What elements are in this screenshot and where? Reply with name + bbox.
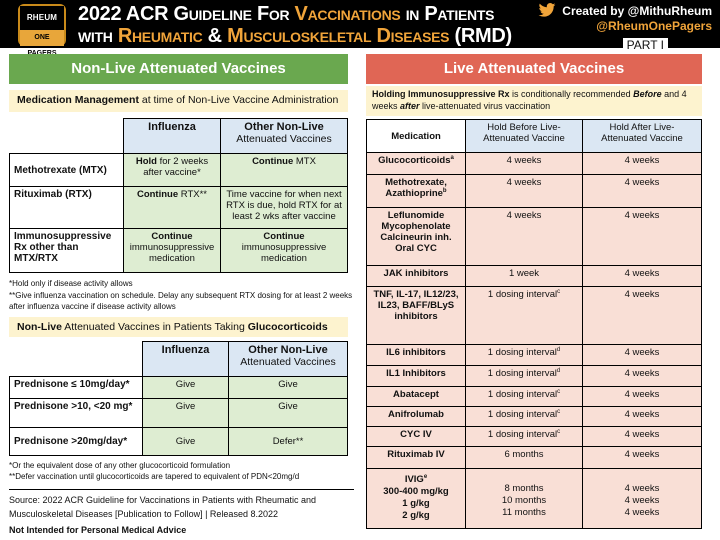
- note-text: at time of Non-Live Vaccine Administration: [138, 94, 339, 106]
- table-row-ivig: [367, 469, 702, 529]
- influenza-cell: [124, 229, 221, 273]
- note-bold: Glucocorticoids: [247, 321, 328, 333]
- ivig-dose: 1 g/kg: [402, 498, 430, 510]
- hold-before-cell: [466, 407, 583, 427]
- cell-text: for 2 weeks after vaccine*: [143, 156, 209, 178]
- hold-before-cell: [466, 387, 583, 407]
- table-corner: [10, 342, 143, 377]
- hold-after-cell: 4 weeks: [583, 175, 702, 208]
- hold-before-cell: [466, 208, 583, 266]
- hold-after-cell: 4 weeks: [583, 427, 702, 447]
- footnote-mark: b: [442, 188, 447, 194]
- table-row: [367, 407, 702, 427]
- source-citation: Source: 2022 ACR Guideline for Vaccinations in Patients with Rheumatic and Musculoskeletal Diseases [Publication to Follow] | Released 8.2022: [9, 495, 317, 519]
- row-label: Prednisone >20mg/day*: [10, 428, 143, 456]
- table-row: [10, 377, 348, 399]
- hold-after-cell: 4 weeks: [583, 407, 702, 427]
- note-bold-italic: after: [400, 101, 420, 111]
- before-value: 1 dosing interval: [487, 409, 558, 421]
- hold-after-cell: 4 weeks: [583, 287, 702, 345]
- footnote-mark: c: [557, 389, 561, 395]
- other-cell: [221, 154, 348, 187]
- cell-text: RTX**: [178, 189, 208, 200]
- hold-after-cell: 4 weeks: [583, 153, 702, 175]
- cell-text: MTX: [293, 156, 316, 167]
- footnote: *Or the equivalent dose of any other glucocorticoid formulation: [9, 461, 231, 470]
- footnote-mark: c: [557, 429, 561, 435]
- title-part: with: [78, 25, 118, 47]
- influenza-cell: Give: [143, 428, 229, 456]
- before-value: 1 week: [508, 268, 540, 280]
- hold-before-cell: [466, 153, 583, 175]
- before-value: 4 weeks: [506, 210, 542, 222]
- note-text: Attenuated Vaccines in Patients Taking: [61, 321, 248, 333]
- medication-cell: [367, 208, 466, 266]
- hold-before-cell: [466, 175, 583, 208]
- footnote-mark: a: [450, 155, 454, 161]
- title-part: 2022 ACR Guideline For: [78, 3, 295, 25]
- medication-cell: [367, 345, 466, 366]
- after-value: 4 weeks: [624, 483, 660, 494]
- rheum-one-pagers-logo: [18, 4, 66, 46]
- before-value: 4 weeks: [506, 155, 542, 167]
- ivig-dose: 2 g/kg: [402, 510, 430, 522]
- note-text: and 4 weeks: [372, 89, 687, 111]
- medication-cell: [367, 266, 466, 287]
- title-part: (RMD): [449, 25, 512, 47]
- footnote: **Give influenza vaccination on schedule. Delay any subsequent RTX dosing for at least 2 weeks after influenza vaccine if disease activity allows: [9, 291, 353, 311]
- note-bold: Holding Immunosuppressive Rx: [372, 89, 510, 99]
- header-bar: [0, 0, 720, 48]
- before-value: 1 dosing interval: [487, 368, 557, 380]
- influenza-cell: Give: [143, 399, 229, 428]
- footnote-mark: d: [556, 347, 561, 353]
- other-cell: [221, 229, 348, 273]
- holding-rx-note: [366, 86, 702, 116]
- col-header-other: [221, 119, 348, 154]
- logo-bottom-text: ONE: [20, 30, 64, 46]
- table-row: [367, 153, 702, 175]
- col-header-title: Other Non-Live: [248, 344, 328, 356]
- non-live-medication-table: [9, 118, 348, 273]
- medication-cell: [367, 366, 466, 387]
- medication-cell: [367, 153, 466, 175]
- cell-text: immunosuppressive medication: [241, 242, 327, 264]
- table-row: [367, 175, 702, 208]
- hold-after-cell: 4 weeks: [583, 208, 702, 266]
- cell-bold: Continue: [263, 231, 305, 242]
- influenza-cell: [124, 187, 221, 229]
- medication-cell: [367, 175, 466, 208]
- med-name: IVIG: [404, 474, 424, 486]
- before-value: 6 months: [504, 449, 544, 461]
- med-name: JAK inhibitors: [383, 268, 449, 280]
- medication-cell: [367, 447, 466, 469]
- part-label: PART I: [623, 38, 668, 52]
- table-row: [367, 447, 702, 469]
- med-name: Anifrolumab: [388, 409, 444, 421]
- med-name: IL6 inhibitors: [386, 347, 446, 359]
- med-name: Rituximab IV: [387, 449, 445, 461]
- footnote-mark: c: [557, 289, 561, 295]
- med-name: Abatacept: [393, 389, 439, 401]
- title-part: in Patients: [400, 3, 495, 25]
- cell-bold: Continue: [252, 156, 294, 167]
- before-value: 1 dosing interval: [487, 289, 558, 301]
- note-bold: Non-Live: [17, 321, 62, 333]
- table-row: [10, 399, 348, 428]
- col-header-influenza: Influenza: [143, 342, 229, 377]
- before-value: 1 dosing interval: [487, 429, 558, 441]
- hold-after-cell: [583, 469, 702, 529]
- hold-after-cell: 4 weeks: [583, 447, 702, 469]
- medication-cell: [367, 407, 466, 427]
- cell-text: Time vaccine for when next RTX is due, hold RTX for at least 2 wks after vaccine: [226, 189, 342, 222]
- live-vaccine-table: [366, 119, 702, 529]
- table-row: [10, 154, 348, 187]
- hold-before-cell: [466, 287, 583, 345]
- logo-top-text: RHEUM: [20, 6, 64, 30]
- col-header-sub: Attenuated Vaccines: [240, 356, 336, 368]
- before-value: 1 dosing interval: [487, 389, 558, 401]
- table-row: [367, 287, 702, 345]
- cell-bold: Continue: [151, 231, 193, 242]
- table-row: [10, 428, 348, 456]
- before-value: 11 months: [502, 507, 546, 518]
- table-row: [367, 366, 702, 387]
- table-row: [367, 387, 702, 407]
- footnote-mark: e: [423, 474, 428, 480]
- disclaimer: Not Intended for Personal Medical Advice: [9, 525, 187, 535]
- title-part: &: [202, 25, 228, 47]
- title-part: Rheumatic: [117, 25, 203, 47]
- table-row: [367, 266, 702, 287]
- series-handle: @RheumOnePagers: [596, 19, 712, 33]
- medication-cell: [367, 287, 466, 345]
- glucocorticoid-note: [9, 317, 348, 337]
- row-label: Immunosuppressive Rx other than MTX/RTX: [10, 229, 124, 273]
- table-row: [367, 345, 702, 366]
- col-header-other: [229, 342, 348, 377]
- cell-bold: Hold: [135, 156, 157, 167]
- table-row: [367, 427, 702, 447]
- hold-after-cell: 4 weeks: [583, 387, 702, 407]
- medication-cell: [367, 387, 466, 407]
- table-corner: [10, 119, 124, 154]
- table-row: [10, 187, 348, 229]
- note-bold-italic: Before: [633, 89, 662, 99]
- twitter-bird-icon: [538, 3, 556, 17]
- after-value: 4 weeks: [624, 507, 660, 518]
- footnote-mark: d: [556, 368, 561, 374]
- medication-cell: [367, 427, 466, 447]
- influenza-cell: Give: [143, 377, 229, 399]
- table-row: [10, 229, 348, 273]
- col-header-influenza: Influenza: [124, 119, 221, 154]
- ivig-dose: 300-400 mg/kg: [383, 486, 449, 498]
- page-title: [78, 3, 512, 47]
- hold-before-cell: [466, 366, 583, 387]
- footnote-mark: c: [557, 409, 561, 415]
- before-value: 10 months: [501, 495, 547, 506]
- note-text: is conditionally recommended: [509, 89, 634, 99]
- before-value: 8 months: [504, 483, 544, 494]
- note-bold: Medication Management: [17, 94, 139, 106]
- col-header-title: Other Non-Live: [244, 121, 324, 133]
- med-name: TNF, IL-17, IL12/23, IL23, BAFF/BLyS inhibitors: [373, 289, 459, 323]
- hold-after-cell: 4 weeks: [583, 366, 702, 387]
- med-name: CYC IV: [400, 429, 432, 441]
- hold-before-cell: [466, 447, 583, 469]
- col-header-hold-after: Hold After Live-Attenuated Vaccine: [583, 120, 702, 153]
- hold-after-cell: 4 weeks: [583, 345, 702, 366]
- col-header-hold-before: Hold Before Live-Attenuated Vaccine: [466, 120, 583, 153]
- other-cell: Give: [229, 399, 348, 428]
- influenza-cell: [124, 154, 221, 187]
- col-header-sub: Attenuated Vaccines: [236, 133, 332, 145]
- row-label: Rituximab (RTX): [10, 187, 124, 229]
- other-cell: Give: [229, 377, 348, 399]
- row-label: Methotrexate (MTX): [10, 154, 124, 187]
- med-name: Methotrexate, Azathioprine: [385, 177, 447, 200]
- glucocorticoid-table: [9, 341, 348, 456]
- col-header-medication: Medication: [367, 120, 466, 153]
- cell-text: immunosuppressive medication: [129, 242, 215, 264]
- before-value: 1 dosing interval: [487, 347, 557, 359]
- other-cell: [221, 187, 348, 229]
- hold-before-cell: [466, 345, 583, 366]
- hold-before-cell: [466, 427, 583, 447]
- row-label: Prednisone ≤ 10mg/day*: [10, 377, 143, 399]
- title-part: Vaccinations: [294, 3, 401, 25]
- hold-before-cell: [466, 469, 583, 529]
- medication-management-note: [9, 90, 348, 112]
- med-name: Glucocorticoids: [378, 155, 451, 167]
- footnote: *Hold only if disease activity allows: [9, 279, 133, 288]
- medication-cell: [367, 469, 466, 529]
- table-row: [367, 208, 702, 266]
- med-name: IL1 Inhibitors: [386, 368, 446, 380]
- med-name: Leflunomide Mycophenolate Calcineurin inh. Oral CYC: [380, 210, 452, 255]
- non-live-heading: Non-Live Attenuated Vaccines: [9, 54, 348, 84]
- cell-bold: Continue: [136, 189, 179, 200]
- footnote: **Defer vaccination until glucocorticoids are tapered to equivalent of PDN<20mg/d: [9, 472, 300, 481]
- other-cell: Defer**: [229, 428, 348, 456]
- live-heading: Live Attenuated Vaccines: [366, 54, 702, 84]
- creator-handle: Created by @MithuRheum: [562, 4, 712, 18]
- row-label: Prednisone >10, <20 mg*: [10, 399, 143, 428]
- title-part: Musculoskeletal Diseases: [227, 25, 450, 47]
- note-text: live-attenuated virus vaccination: [419, 101, 551, 111]
- after-value: 4 weeks: [624, 495, 660, 506]
- divider: [9, 489, 354, 490]
- hold-before-cell: [466, 266, 583, 287]
- before-value: 4 weeks: [506, 177, 542, 189]
- credit-block: [538, 3, 712, 34]
- hold-after-cell: 4 weeks: [583, 266, 702, 287]
